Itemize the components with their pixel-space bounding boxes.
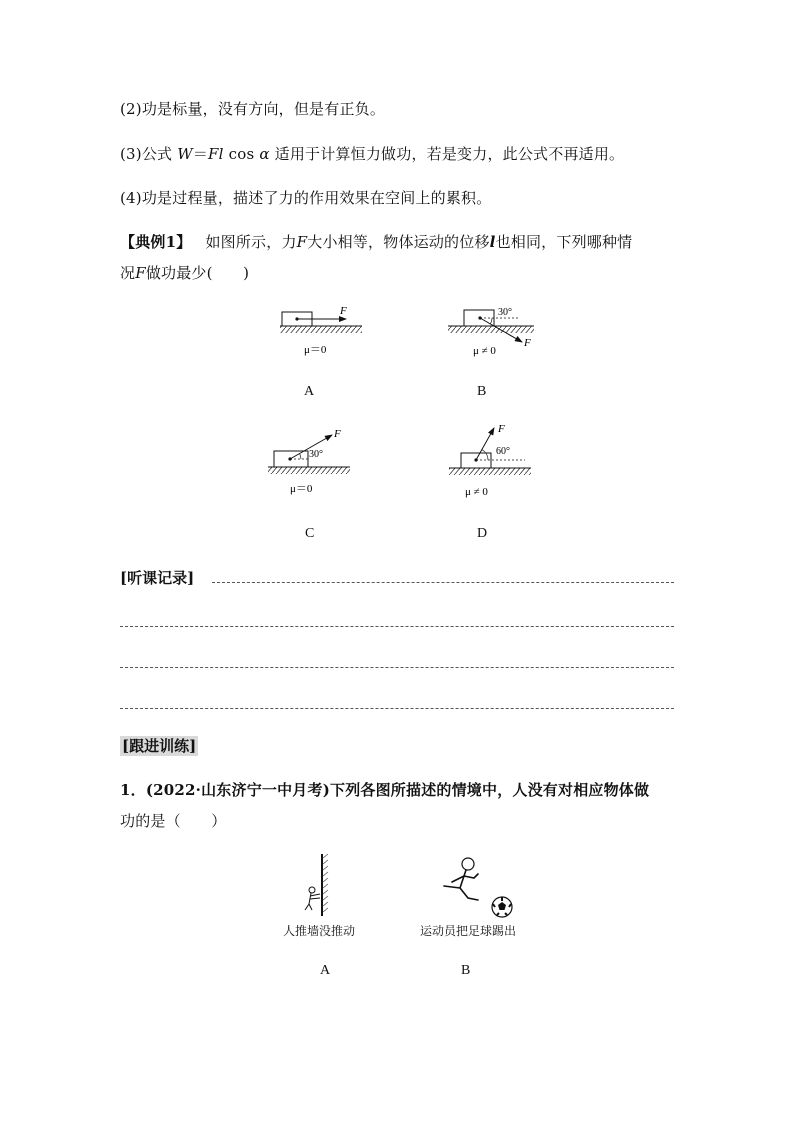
example-text-b: 大小相等，物体运动的位移 bbox=[307, 233, 490, 251]
formula-W: W bbox=[177, 145, 193, 163]
example-line-1 bbox=[120, 231, 632, 252]
angle-arc bbox=[490, 318, 492, 324]
figure-push-wall bbox=[298, 852, 342, 918]
point-2: (2)功是标量，没有方向，但是有正负。 bbox=[120, 100, 386, 118]
point-3-post: 适用于计算恒力做功，若是变力，此公式不再适用。 bbox=[274, 145, 625, 163]
person-head bbox=[309, 887, 315, 893]
force-label: F bbox=[498, 423, 505, 435]
training-figure-b-label: B bbox=[461, 963, 471, 978]
formula-Fl: Fl bbox=[208, 145, 224, 163]
angle-arc bbox=[300, 454, 302, 460]
figure-d-label: D bbox=[477, 526, 488, 541]
example-F: F bbox=[296, 233, 308, 251]
mu-label: μ＝0 bbox=[290, 483, 313, 495]
notes-line-4[interactable] bbox=[120, 708, 674, 709]
notes-line-1[interactable] bbox=[212, 582, 674, 583]
example-text-c: 也相同，下列哪种情 bbox=[495, 233, 633, 251]
ground-hatch bbox=[280, 326, 362, 333]
person-body bbox=[305, 893, 320, 910]
angle-arc bbox=[482, 450, 488, 460]
training-header bbox=[120, 735, 198, 756]
point-4: (4)功是过程量，描述了力的作用效果在空间上的累积。 bbox=[120, 189, 492, 207]
athlete-body bbox=[444, 870, 478, 900]
example-text-d: 况 bbox=[120, 264, 136, 282]
ground-hatch bbox=[449, 468, 531, 475]
training-header-text: [跟进训练] bbox=[122, 737, 197, 755]
formula-alpha: α bbox=[259, 145, 270, 163]
mu-label: μ ≠ 0 bbox=[473, 345, 496, 357]
figure-kick-ball-caption: 运动员把足球踢出 bbox=[420, 924, 517, 938]
mu-label: μ＝0 bbox=[304, 344, 327, 356]
ground-hatch bbox=[268, 467, 350, 474]
angle-label: 30° bbox=[309, 449, 323, 460]
force-label: F bbox=[524, 337, 531, 349]
force-label: F bbox=[334, 428, 341, 440]
mu-label: μ ≠ 0 bbox=[465, 486, 488, 498]
notes-label: [听课记录] bbox=[120, 569, 195, 587]
example-text-e: 做功最少( ) bbox=[145, 264, 250, 282]
formula-cos: cos bbox=[223, 145, 260, 163]
athlete-head bbox=[462, 858, 474, 870]
example-text-a: 如图所示，力 bbox=[205, 233, 297, 251]
notes-line-3[interactable] bbox=[120, 667, 674, 668]
question-1-line-2: 功的是（ ） bbox=[120, 812, 227, 830]
figure-d bbox=[445, 420, 545, 502]
example-tag: 【典例1】 bbox=[120, 233, 192, 251]
notes-line-2[interactable] bbox=[120, 626, 674, 627]
angle-label: 30° bbox=[498, 307, 512, 318]
training-figure-a-label: A bbox=[320, 963, 331, 978]
figure-a-label: A bbox=[304, 384, 315, 399]
point-3-pre: (3)公式 bbox=[120, 145, 173, 163]
figure-b-label: B bbox=[477, 384, 487, 399]
point-3 bbox=[120, 143, 624, 164]
angle-label: 60° bbox=[496, 446, 510, 457]
example-l: l bbox=[489, 233, 496, 251]
example-line-2 bbox=[120, 262, 249, 283]
figure-c-label: C bbox=[305, 526, 315, 541]
formula-eq: ＝ bbox=[192, 145, 209, 163]
example-F2: F bbox=[135, 264, 146, 282]
figure-kick-ball bbox=[434, 852, 524, 920]
figure-b bbox=[440, 298, 550, 360]
figure-c bbox=[262, 425, 362, 497]
ground-hatch bbox=[448, 326, 534, 333]
figure-push-wall-caption: 人推墙没推动 bbox=[283, 924, 356, 938]
question-1-line-1: 1．(2022·山东济宁一中月考)下列各图所描述的情境中，人没有对相应物体做 bbox=[120, 781, 650, 799]
figure-a bbox=[270, 298, 370, 358]
force-label: F bbox=[340, 305, 347, 317]
